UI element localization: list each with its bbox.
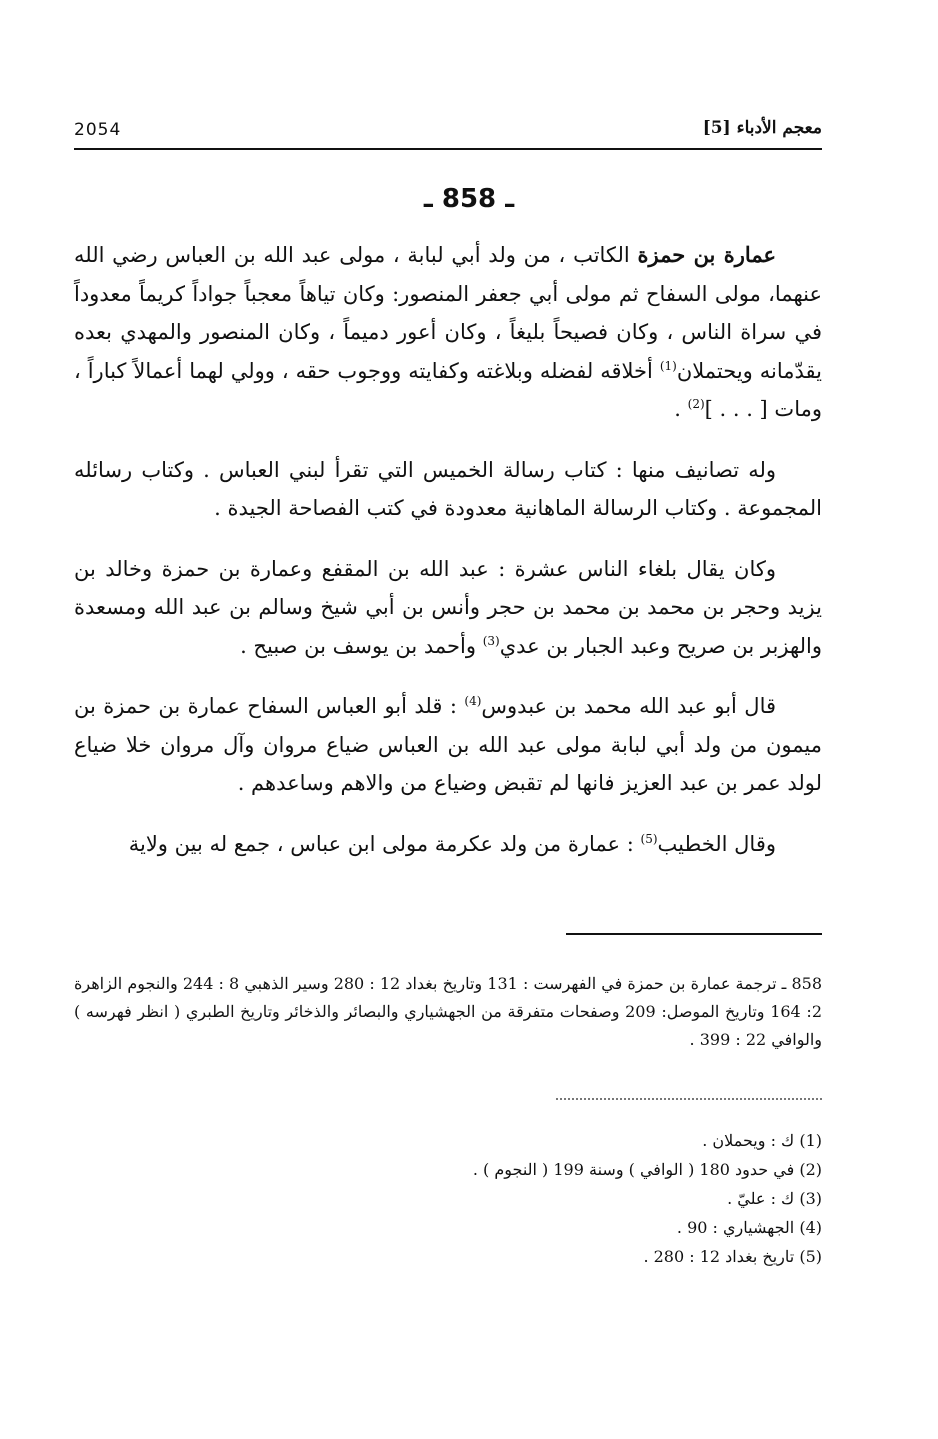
footnote-item: (4) الجهشياري : 90 . (676, 1218, 822, 1237)
footnote-separator (566, 933, 822, 935)
paragraph-text: : عمارة من ولد عكرمة مولى ابن عباس ، جمع له بين ولاية (128, 831, 641, 856)
paragraph-text: وأحمد بن يوسف بن صبيح . (240, 633, 483, 658)
sources-note: 858 ـ ترجمة عمارة بن حمزة في الفهرست : 131 وتاريخ بغداد 12 : 280 وسير الذهبي 8 : 244 والنجوم الزاهرة 2: 164 وتاريخ الموصل: 209 وصفحات متفرقة من الجهشياري والبصائر والذخائر وتاريخ الطبري ( انظر فهرسه ) والوافي 22 : 399 . (74, 974, 822, 1049)
paragraph-text: وله تصانيف منها : كتاب رسالة الخميس التي تقرأ لبني العباس . وكتاب رسائله المجموعة . وكتاب الرسالة الماهانية معدودة في كتب الفصاحة الجيدة . (74, 457, 822, 520)
running-header (74, 118, 822, 150)
paragraph-text: . (674, 397, 688, 421)
footnote-item: (3) ك : عليّ . (727, 1189, 822, 1208)
dotted-divider (556, 1098, 822, 1100)
paragraph-text: وكان يقال بلغاء الناس عشرة : عبد الله بن المقفع وعمارة بن حمزة وخالد بن يزيد وحجر بن محمد بن محمد بن حجر وأنس بن أبي شيخ وسالم بن عبد الله ومسعدة والهزبر بن صريح وعبد الجبار بن عدي (74, 556, 822, 658)
footnote-ref-2: (2) (687, 397, 705, 411)
footnote-ref-3: (3) (482, 633, 500, 648)
book-title: معجم الأدباء [5] (702, 118, 822, 138)
footnote-ref-5: (5) (640, 831, 658, 846)
footnote-item: (5) تاريخ بغداد 12 : 280 . (643, 1247, 822, 1266)
paragraph-text: أخلاقه لفضله وبلاغته وكفايته ووجوب حقه ، وولي لهما أعمالاً كباراً ، ومات [ . . . ] (74, 358, 822, 421)
footnote-item: (2) في حدود 180 ( الوافي ) وسنة 199 ( النجوم ) . (472, 1160, 822, 1179)
paragraph-2 (74, 451, 822, 528)
main-text (74, 236, 822, 885)
paragraph-4 (74, 687, 822, 803)
footnote-ref-1: (1) (659, 358, 677, 373)
page-number: 2054 (74, 120, 122, 140)
entry-name: عمارة بن حمزة (637, 242, 776, 267)
paragraph-text: : قلد أبو العباس السفاح عمارة بن حمزة بن ميمون من ولد أبي لبابة مولى عبد الله بن العباس ضياع مروان وآل مروان خلا ضياع لولد عمر بن عبد العزيز فانها لم تقبض وضياع من والاهم وساعدهم . (74, 694, 822, 795)
footnote-ref-4: (4) (464, 694, 482, 708)
paragraph-3 (74, 550, 822, 666)
footnote-item: (1) ك : ويحملان . (702, 1131, 822, 1150)
paragraph-1 (74, 236, 822, 429)
footnotes (74, 1126, 822, 1271)
paragraph-text: الكاتب ، من ولد أبي لبابة ، مولى عبد الله بن العباس رضي الله عنهما، مولى السفاح ثم مولى أبي جعفر المنصور: وكان تياهاً معجباً جواداً كريماً معدوداً في سراة الناس ، وكان فصيحاً بليغاً ، وكان أعور دميماً ، وكان المنصور والمهدي بعده يقدّمانه ويحتملان (74, 243, 823, 383)
paragraph-text: قال أبو عبد الله محمد بن عبدوس (481, 694, 777, 718)
paragraph-5 (74, 825, 822, 864)
entry-number: ـ 858 ـ (423, 184, 515, 214)
paragraph-text: وقال الخطيب (657, 831, 776, 856)
